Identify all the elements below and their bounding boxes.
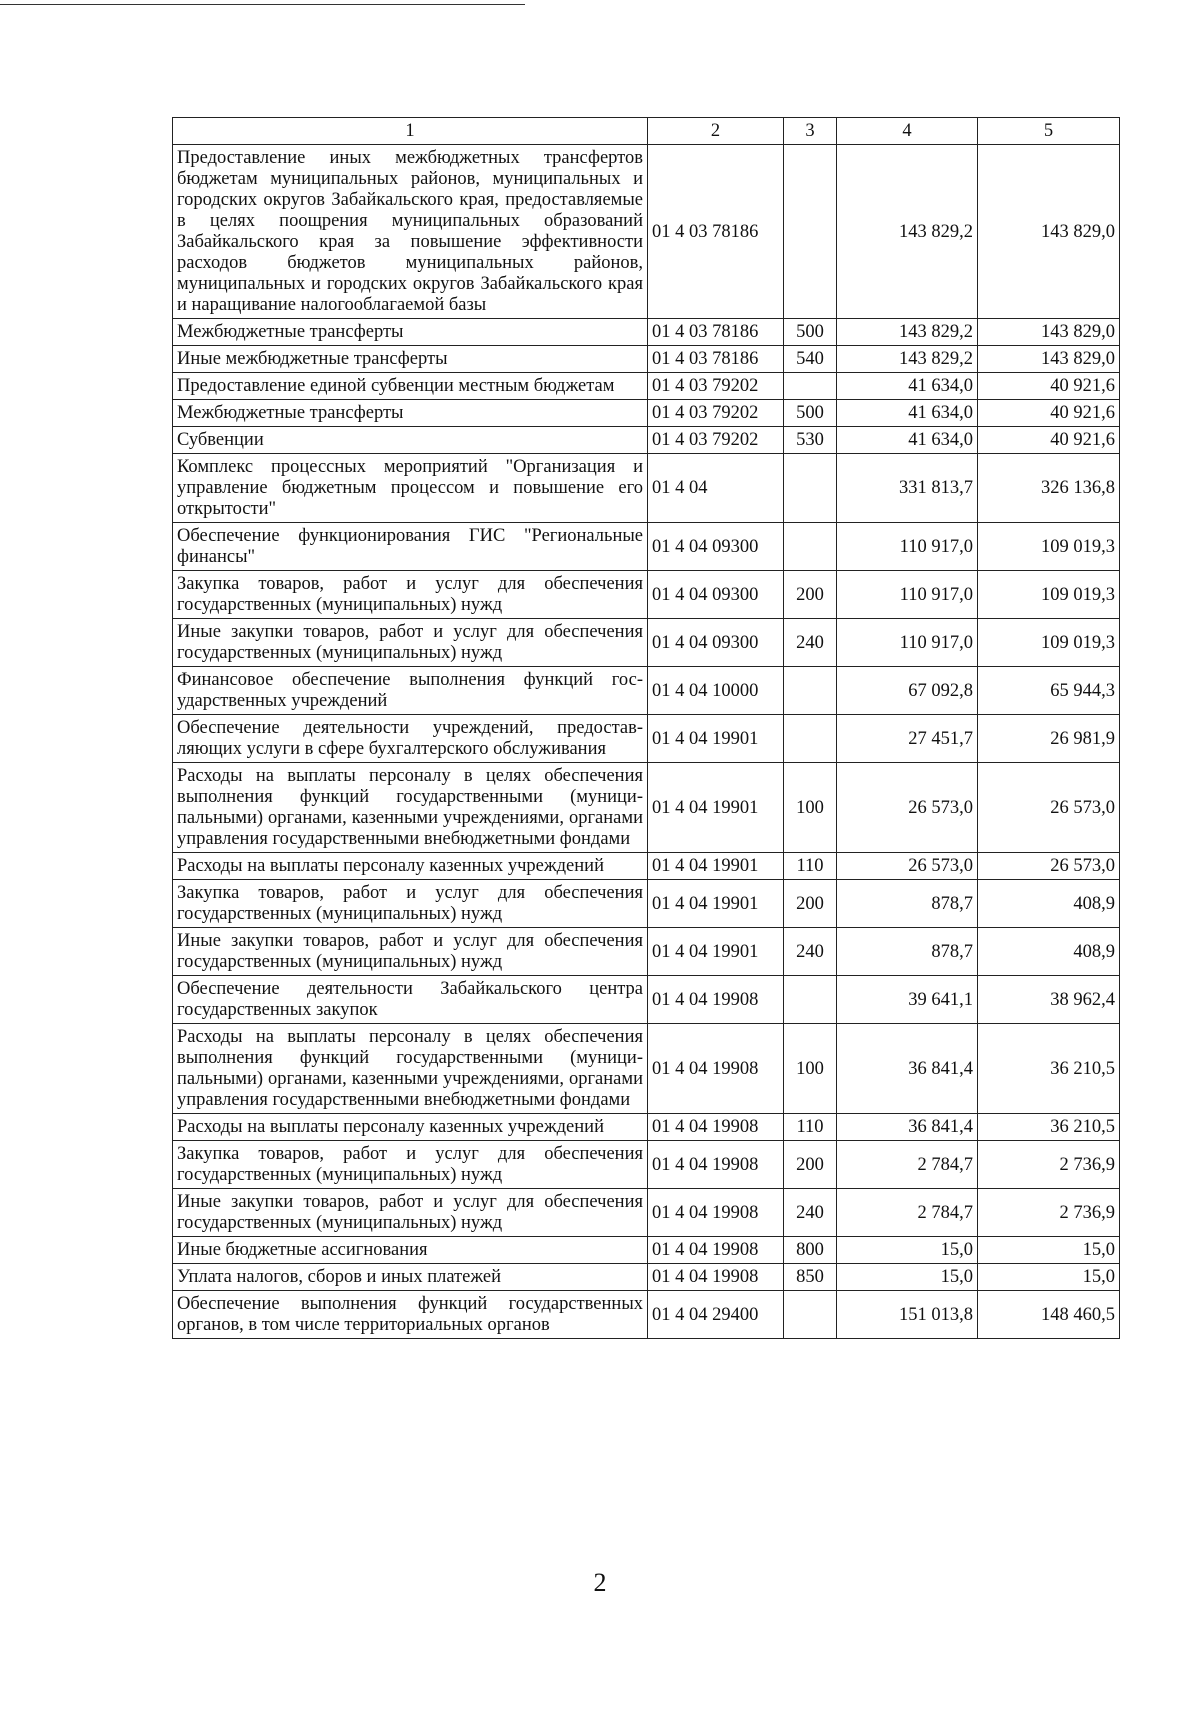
- row-name-cell: Обеспечение деятельности учреждений, предоставляющих услуги в сфере бухгалтерского обслуживания: [173, 715, 648, 763]
- table-row: [173, 1141, 1120, 1189]
- row-amount-col5-cell: 36 210,5: [978, 1114, 1120, 1141]
- column-number: 4: [837, 118, 978, 145]
- row-name-cell: Предоставление иных межбюджетных трансфертов бюджетам муниципальных районов, муниципальных и городских округов Забайкальского края, предоставляемые в целях поощрения муниципальных образований Забайкальского края за повышение эффективности расходов бюджетов муниципальных районов, муниципальных и городских округов Забайкальского края и наращивание налогооблагаемой базы: [173, 145, 648, 319]
- row-amount-col4-cell: 36 841,4: [837, 1114, 978, 1141]
- budget-table-container: [172, 117, 1119, 1339]
- row-amount-col4-cell: 2 784,7: [837, 1189, 978, 1237]
- row-amount-col4-cell: 143 829,2: [837, 346, 978, 373]
- row-name-cell: Иные закупки товаров, работ и услуг для обеспечения государственных (муниципальных) нужд: [173, 1189, 648, 1237]
- row-expense-type-cell: 100: [784, 763, 837, 853]
- row-code-cell: 01 4 03 78186: [648, 319, 784, 346]
- row-code-cell: 01 4 04 19901: [648, 928, 784, 976]
- row-amount-col5-cell: 326 136,8: [978, 454, 1120, 523]
- row-name-cell: Расходы на выплаты персоналу казенных учреждений: [173, 1114, 648, 1141]
- table-row: [173, 853, 1120, 880]
- row-expense-type-cell: 240: [784, 1189, 837, 1237]
- row-amount-col5-cell: 15,0: [978, 1264, 1120, 1291]
- row-expense-type-cell: 800: [784, 1237, 837, 1264]
- table-row: [173, 454, 1120, 523]
- top-edge-rule: [0, 4, 525, 5]
- table-row: [173, 427, 1120, 454]
- row-expense-type-cell: 240: [784, 619, 837, 667]
- row-amount-col5-cell: 109 019,3: [978, 571, 1120, 619]
- page-number: 2: [593, 1568, 607, 1597]
- table-row: [173, 715, 1120, 763]
- row-expense-type-cell: [784, 145, 837, 319]
- row-expense-type-cell: [784, 976, 837, 1024]
- row-name-cell: Обеспечение деятельности Забайкальского центра государственных закупок: [173, 976, 648, 1024]
- row-code-cell: 01 4 03 79202: [648, 373, 784, 400]
- table-row: [173, 346, 1120, 373]
- row-amount-col4-cell: 110 917,0: [837, 619, 978, 667]
- table-row: [173, 667, 1120, 715]
- row-code-cell: 01 4 04 19908: [648, 1264, 784, 1291]
- row-amount-col5-cell: 408,9: [978, 928, 1120, 976]
- row-code-cell: 01 4 04 19908: [648, 1189, 784, 1237]
- table-row: [173, 373, 1120, 400]
- row-expense-type-cell: [784, 454, 837, 523]
- row-amount-col4-cell: 143 829,2: [837, 319, 978, 346]
- table-row: [173, 763, 1120, 853]
- row-name-cell: Иные бюджетные ассигнования: [173, 1237, 648, 1264]
- row-expense-type-cell: 540: [784, 346, 837, 373]
- row-amount-col4-cell: 878,7: [837, 928, 978, 976]
- row-expense-type-cell: 530: [784, 427, 837, 454]
- row-amount-col5-cell: 109 019,3: [978, 619, 1120, 667]
- row-amount-col4-cell: 878,7: [837, 880, 978, 928]
- column-number: 3: [784, 118, 837, 145]
- row-amount-col5-cell: 143 829,0: [978, 346, 1120, 373]
- table-row: [173, 145, 1120, 319]
- row-name-cell: Закупка товаров, работ и услуг для обеспечения государственных (муниципальных) нужд: [173, 880, 648, 928]
- row-name-cell: Расходы на выплаты персоналу в целях обеспечения выполнения функций государственными (муниципальными) органами, казенными учреждениями, органами управления государственными внебюджетными фондами: [173, 763, 648, 853]
- row-code-cell: 01 4 04 10000: [648, 667, 784, 715]
- row-amount-col5-cell: 40 921,6: [978, 400, 1120, 427]
- row-code-cell: 01 4 04 19908: [648, 1114, 784, 1141]
- column-number-row: [173, 118, 1120, 145]
- table-row: [173, 619, 1120, 667]
- row-code-cell: 01 4 04 19908: [648, 1237, 784, 1264]
- row-code-cell: 01 4 03 79202: [648, 400, 784, 427]
- column-number: 5: [978, 118, 1120, 145]
- row-amount-col5-cell: 2 736,9: [978, 1189, 1120, 1237]
- row-amount-col4-cell: 67 092,8: [837, 667, 978, 715]
- table-row: [173, 1114, 1120, 1141]
- row-amount-col4-cell: 151 013,8: [837, 1291, 978, 1339]
- row-expense-type-cell: 110: [784, 853, 837, 880]
- row-amount-col4-cell: 15,0: [837, 1237, 978, 1264]
- table-row: [173, 1024, 1120, 1114]
- row-amount-col4-cell: 39 641,1: [837, 976, 978, 1024]
- row-code-cell: 01 4 03 78186: [648, 346, 784, 373]
- table-row: [173, 523, 1120, 571]
- row-expense-type-cell: [784, 715, 837, 763]
- row-amount-col5-cell: 148 460,5: [978, 1291, 1120, 1339]
- row-expense-type-cell: 500: [784, 400, 837, 427]
- row-amount-col5-cell: 15,0: [978, 1237, 1120, 1264]
- row-name-cell: Субвенции: [173, 427, 648, 454]
- row-amount-col4-cell: 26 573,0: [837, 763, 978, 853]
- row-code-cell: 01 4 04 19901: [648, 715, 784, 763]
- row-amount-col5-cell: 2 736,9: [978, 1141, 1120, 1189]
- row-amount-col4-cell: 27 451,7: [837, 715, 978, 763]
- table-row: [173, 1189, 1120, 1237]
- row-amount-col4-cell: 36 841,4: [837, 1024, 978, 1114]
- row-code-cell: 01 4 04 19901: [648, 853, 784, 880]
- row-expense-type-cell: 200: [784, 571, 837, 619]
- row-amount-col5-cell: 38 962,4: [978, 976, 1120, 1024]
- row-code-cell: 01 4 04 19908: [648, 976, 784, 1024]
- row-code-cell: 01 4 04 09300: [648, 619, 784, 667]
- row-code-cell: 01 4 03 78186: [648, 145, 784, 319]
- row-amount-col4-cell: 41 634,0: [837, 373, 978, 400]
- row-amount-col5-cell: 26 573,0: [978, 853, 1120, 880]
- row-amount-col4-cell: 110 917,0: [837, 523, 978, 571]
- row-name-cell: Обеспечение выполнения функций государственных органов, в том числе территориальных органов: [173, 1291, 648, 1339]
- row-name-cell: Предоставление единой субвенции местным бюджетам: [173, 373, 648, 400]
- row-expense-type-cell: [784, 667, 837, 715]
- row-amount-col5-cell: 143 829,0: [978, 145, 1120, 319]
- row-name-cell: Закупка товаров, работ и услуг для обеспечения государственных (муниципальных) нужд: [173, 1141, 648, 1189]
- row-amount-col4-cell: 331 813,7: [837, 454, 978, 523]
- row-expense-type-cell: 200: [784, 1141, 837, 1189]
- row-name-cell: Расходы на выплаты персоналу в целях обеспечения выполнения функций государственными (муниципальными) органами, казенными учреждениями, органами управления государственными внебюджетными фондами: [173, 1024, 648, 1114]
- row-code-cell: 01 4 04 29400: [648, 1291, 784, 1339]
- row-expense-type-cell: 200: [784, 880, 837, 928]
- row-amount-col5-cell: 36 210,5: [978, 1024, 1120, 1114]
- row-expense-type-cell: 110: [784, 1114, 837, 1141]
- row-code-cell: 01 4 04 19908: [648, 1024, 784, 1114]
- row-code-cell: 01 4 03 79202: [648, 427, 784, 454]
- row-expense-type-cell: [784, 373, 837, 400]
- row-code-cell: 01 4 04 19901: [648, 763, 784, 853]
- row-name-cell: Межбюджетные трансферты: [173, 319, 648, 346]
- row-code-cell: 01 4 04 09300: [648, 571, 784, 619]
- row-amount-col5-cell: 26 573,0: [978, 763, 1120, 853]
- row-code-cell: 01 4 04 19908: [648, 1141, 784, 1189]
- row-name-cell: Иные закупки товаров, работ и услуг для обеспечения государственных (муниципальных) нужд: [173, 619, 648, 667]
- row-code-cell: 01 4 04 09300: [648, 523, 784, 571]
- row-amount-col5-cell: 65 944,3: [978, 667, 1120, 715]
- row-amount-col5-cell: 40 921,6: [978, 373, 1120, 400]
- row-name-cell: Комплекс процессных мероприятий "Организация и управление бюджетным процессом и повышение его открытости": [173, 454, 648, 523]
- row-expense-type-cell: 100: [784, 1024, 837, 1114]
- row-name-cell: Расходы на выплаты персоналу казенных учреждений: [173, 853, 648, 880]
- row-expense-type-cell: [784, 523, 837, 571]
- row-amount-col4-cell: 26 573,0: [837, 853, 978, 880]
- row-amount-col5-cell: 408,9: [978, 880, 1120, 928]
- row-amount-col4-cell: 110 917,0: [837, 571, 978, 619]
- row-amount-col5-cell: 143 829,0: [978, 319, 1120, 346]
- row-expense-type-cell: 240: [784, 928, 837, 976]
- row-name-cell: Закупка товаров, работ и услуг для обеспечения государственных (муниципальных) нужд: [173, 571, 648, 619]
- table-row: [173, 880, 1120, 928]
- column-number: 2: [648, 118, 784, 145]
- row-expense-type-cell: 850: [784, 1264, 837, 1291]
- table-row: [173, 319, 1120, 346]
- table-row: [173, 571, 1120, 619]
- row-amount-col4-cell: 41 634,0: [837, 400, 978, 427]
- column-number: 1: [173, 118, 648, 145]
- table-row: [173, 976, 1120, 1024]
- table-row: [173, 1291, 1120, 1339]
- row-expense-type-cell: [784, 1291, 837, 1339]
- table-row: [173, 928, 1120, 976]
- budget-table: [172, 117, 1120, 1339]
- row-amount-col5-cell: 40 921,6: [978, 427, 1120, 454]
- table-row: [173, 400, 1120, 427]
- row-code-cell: 01 4 04 19901: [648, 880, 784, 928]
- row-name-cell: Иные закупки товаров, работ и услуг для обеспечения государственных (муниципальных) нужд: [173, 928, 648, 976]
- row-amount-col4-cell: 2 784,7: [837, 1141, 978, 1189]
- row-amount-col4-cell: 15,0: [837, 1264, 978, 1291]
- row-name-cell: Межбюджетные трансферты: [173, 400, 648, 427]
- row-name-cell: Уплата налогов, сборов и иных платежей: [173, 1264, 648, 1291]
- row-amount-col4-cell: 143 829,2: [837, 145, 978, 319]
- row-amount-col4-cell: 41 634,0: [837, 427, 978, 454]
- row-amount-col5-cell: 109 019,3: [978, 523, 1120, 571]
- row-name-cell: Финансовое обеспечение выполнения функций государственных учреждений: [173, 667, 648, 715]
- table-row: [173, 1264, 1120, 1291]
- row-name-cell: Обеспечение функционирования ГИС "Региональные финансы": [173, 523, 648, 571]
- row-amount-col5-cell: 26 981,9: [978, 715, 1120, 763]
- row-code-cell: 01 4 04: [648, 454, 784, 523]
- row-expense-type-cell: 500: [784, 319, 837, 346]
- table-row: [173, 1237, 1120, 1264]
- row-name-cell: Иные межбюджетные трансферты: [173, 346, 648, 373]
